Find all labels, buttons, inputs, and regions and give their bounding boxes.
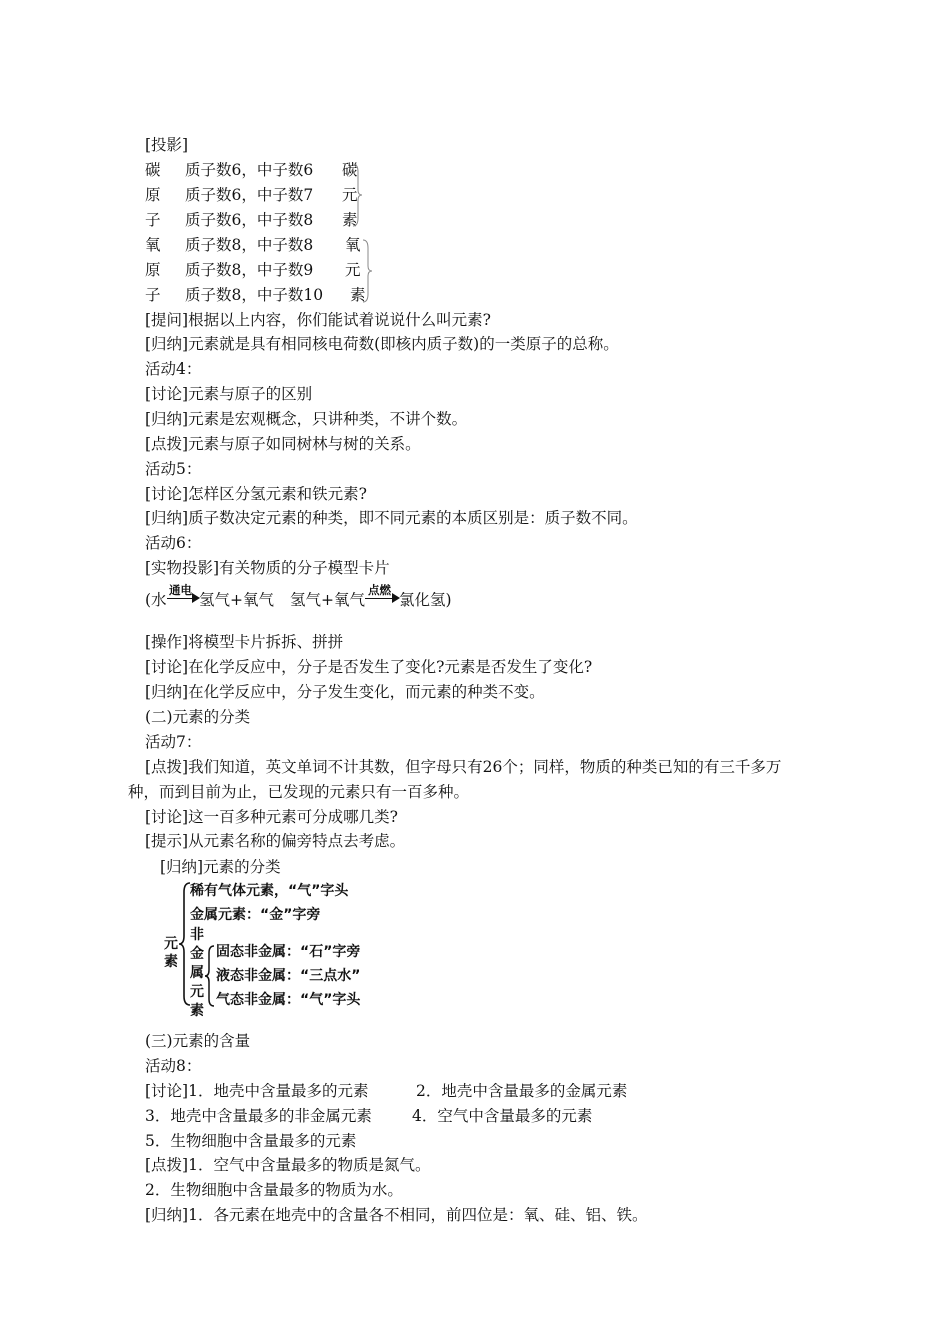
text-line: [讨论]这一百多种元素可分成哪几类? bbox=[145, 808, 398, 826]
equation-product: 氯化氢) bbox=[399, 591, 452, 609]
arrow-condition-label: 点燃 bbox=[368, 583, 391, 597]
row-group-char: 元 bbox=[342, 186, 358, 204]
text-line: [归纳]1．各元素在地壳中的含量各不相同，前四位是：氧、硅、铝、铁。 bbox=[145, 1206, 648, 1224]
electrolysis-arrow bbox=[167, 583, 199, 610]
ignition-arrow bbox=[365, 583, 399, 610]
text-line: [实物投影]有关物质的分子模型卡片 bbox=[145, 559, 390, 577]
inner-brace bbox=[204, 943, 216, 1009]
text-line: [讨论]在化学反应中，分子是否发生了变化?元素是否发生了变化? bbox=[145, 658, 593, 676]
projection-row bbox=[145, 210, 385, 235]
text-line: [讨论]怎样区分氢元素和铁元素? bbox=[145, 485, 367, 503]
discussion-item: 3．地壳中含量最多的非金属元素 bbox=[145, 1107, 372, 1125]
text-line: [归纳]元素是宏观概念，只讲种类，不讲个数。 bbox=[145, 410, 468, 428]
class-noble-gas: 稀有气体元素，“气”字头 bbox=[190, 883, 349, 899]
text-line: 2．生物细胞中含量最多的物质为水。 bbox=[145, 1181, 403, 1199]
class-solid-nonmetal: 固态非金属：“石”字旁 bbox=[216, 944, 361, 960]
projection-label: [投影] bbox=[145, 136, 189, 154]
text-line: 活动5： bbox=[145, 460, 202, 478]
arrow-condition-label: 通电 bbox=[169, 583, 192, 597]
row-group-char: 元 bbox=[345, 261, 361, 279]
row-side-char: 原 bbox=[145, 261, 161, 279]
row-info: 质子数6，中子数8 bbox=[185, 211, 314, 229]
equation-product: 氢气+氧气 bbox=[199, 591, 274, 609]
row-side-char: 碳 bbox=[145, 161, 161, 179]
text-line: [点拨]1．空气中含量最多的物质是氮气。 bbox=[145, 1156, 431, 1174]
text-line: 活动4： bbox=[145, 360, 202, 378]
text-line: 活动7： bbox=[145, 733, 202, 751]
oxygen-group-brace bbox=[362, 236, 374, 306]
row-group-char: 碳 bbox=[342, 161, 358, 179]
row-side-char: 氧 bbox=[145, 236, 161, 254]
equation-open: (水 bbox=[145, 591, 167, 609]
class-liquid-nonmetal: 液态非金属：“三点水” bbox=[216, 968, 361, 984]
class-gas-nonmetal: 气态非金属：“气”字头 bbox=[216, 992, 361, 1008]
section-heading: (三)元素的含量 bbox=[145, 1032, 251, 1050]
text-line: [归纳]元素就是具有相同核电荷数(即核内质子数)的一类原子的总称。 bbox=[145, 335, 619, 353]
class-nonmetal: 非金属元素 bbox=[190, 927, 204, 1019]
text-line: [操作]将模型卡片拆拆、拼拼 bbox=[145, 633, 344, 651]
equation-reactant: 氢气+氧气 bbox=[290, 591, 365, 609]
text-line: [提问]根据以上内容，你们能试着说说什么叫元素? bbox=[145, 311, 491, 329]
projection-row bbox=[145, 185, 385, 210]
text-line: [讨论]元素与原子的区别 bbox=[145, 385, 313, 403]
text-line: 活动8： bbox=[145, 1057, 202, 1075]
discussion-item: 2．地壳中含量最多的金属元素 bbox=[416, 1082, 628, 1100]
row-info: 质子数6，中子数7 bbox=[185, 186, 314, 204]
row-side-char: 原 bbox=[145, 186, 161, 204]
text-line: [归纳]在化学反应中，分子发生变化，而元素的种类不变。 bbox=[145, 683, 545, 701]
row-info: 质子数8，中子数9 bbox=[185, 261, 314, 279]
paragraph-line: [点拨]我们知道，英文单词不计其数，但字母只有26个；同样，物质的种类已知的有三千多万 bbox=[145, 758, 782, 776]
text-line: [提示]从元素名称的偏旁特点去考虑。 bbox=[145, 832, 406, 850]
projection-row bbox=[145, 160, 385, 185]
row-info: 质子数8，中子数8 bbox=[185, 236, 314, 254]
carbon-group-brace bbox=[352, 160, 364, 230]
paragraph-line: 种，而到目前为止，已发现的元素只有一百多种。 bbox=[128, 783, 470, 801]
classification-heading: [归纳]元素的分类 bbox=[160, 858, 281, 876]
root-label: 元素 bbox=[164, 936, 178, 970]
text-line: [归纳]质子数决定元素的种类，即不同元素的本质区别是：质子数不同。 bbox=[145, 509, 638, 527]
row-side-char: 子 bbox=[145, 211, 161, 229]
row-group-char: 素 bbox=[350, 286, 366, 304]
class-metal: 金属元素：“金”字旁 bbox=[190, 907, 321, 923]
discussion-item: 5．生物细胞中含量最多的元素 bbox=[145, 1132, 357, 1150]
row-side-char: 子 bbox=[145, 286, 161, 304]
section-heading: (二)元素的分类 bbox=[145, 708, 251, 726]
classification-diagram bbox=[160, 880, 390, 1020]
text-line: [点拨]元素与原子如同树林与树的关系。 bbox=[145, 435, 421, 453]
row-info: 质子数6，中子数6 bbox=[185, 161, 314, 179]
row-group-char: 素 bbox=[342, 211, 358, 229]
row-group-char: 氧 bbox=[345, 236, 361, 254]
row-info: 质子数8，中子数10 bbox=[185, 286, 324, 304]
discussion-item: [讨论]1．地壳中含量最多的元素 bbox=[145, 1082, 369, 1100]
projection-row bbox=[145, 285, 385, 310]
discussion-item: 4．空气中含量最多的元素 bbox=[412, 1107, 593, 1125]
projection-row bbox=[145, 260, 385, 285]
text-line: 活动6： bbox=[145, 534, 202, 552]
projection-row bbox=[145, 235, 385, 260]
